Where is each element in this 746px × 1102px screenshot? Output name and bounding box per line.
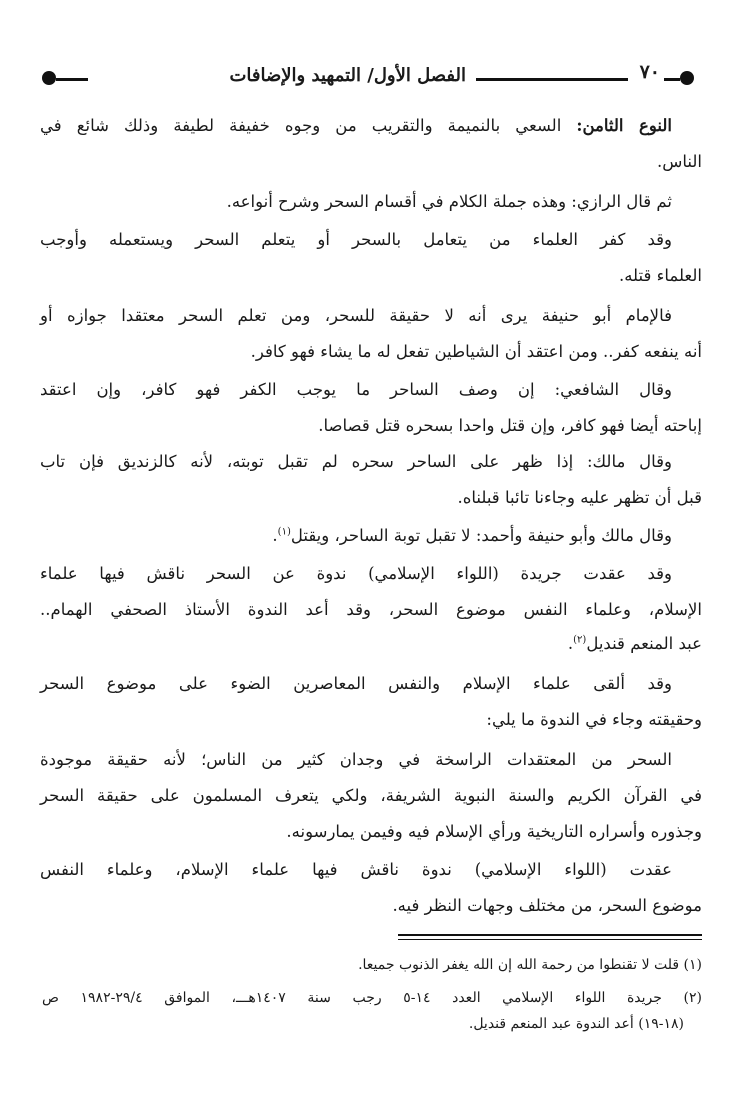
bold-lead: النوع الثامن: xyxy=(576,116,673,135)
text-line: وقال الشافعي: إن وصف الساحر ما يوجب الكفر فهو كافر، وإن اعتقد xyxy=(40,380,672,399)
header-rule xyxy=(476,78,628,81)
lead-text: السعي بالنميمة والتقريب من وجوه خفيفة لطيفة وذلك شائع في xyxy=(40,116,562,135)
footnote-separator xyxy=(398,934,702,936)
text-line: العلماء قتله. xyxy=(618,266,702,285)
line-text: وقال مالك وأبو حنيفة وأحمد: لا تقبل توبة الساحر، ويقتل xyxy=(290,526,672,545)
text-line: الناس. xyxy=(656,152,702,171)
text-line: وجذوره وأسراره التاريخية ورأي الإسلام فيه وفيمن يمارسونه. xyxy=(286,822,702,841)
line-end: . xyxy=(567,634,574,653)
text-line xyxy=(40,626,702,662)
text-line: في القرآن الكريم والسنة النبوية الشريفة، ولكي يتعرف المسلمون على حقيقة السحر xyxy=(40,786,702,805)
text-line: عقدت (اللواء الإسلامي) ندوة ناقش فيها علماء الإسلام، وعلماء النفس xyxy=(40,860,672,879)
text-line: وحقيقته وجاء في الندوة ما يلي: xyxy=(486,710,702,729)
text-line: وقد ألقى علماء الإسلام والنفس المعاصرين الضوء على موضوع السحر xyxy=(40,674,672,693)
text-line: ثم قال الرازي: وهذه جملة الكلام في أقسام السحر وشرح أنواعه. xyxy=(226,192,672,211)
text-line xyxy=(40,518,702,554)
footnote-2-cont: (١٨-١٩) أعد الندوة عبد المنعم قنديل. xyxy=(468,1016,684,1032)
header-ornament-dot xyxy=(680,71,694,85)
header-ornament-dot xyxy=(42,71,56,85)
text-line xyxy=(40,108,702,144)
text-line: فالإمام أبو حنيفة يرى أنه لا حقيقة للسحر، ومن تعلم السحر معتقدا جوازه أو xyxy=(40,306,672,325)
running-header xyxy=(30,62,720,92)
text-line: وقد كفر العلماء من يتعامل بالسحر أو يتعلم السحر ويستعمله وأوجب xyxy=(40,230,672,249)
footnote-ref[interactable]: (١) xyxy=(277,526,291,538)
line-end: . xyxy=(272,526,278,545)
footnote-2: (٢) جريدة اللواء الإسلامي العدد ١٤-٥ رجب سنة ١٤٠٧هـــ، الموافق ٢٩/٤-١٩٨٢ ص xyxy=(42,990,702,1006)
footnote-1: (١) قلت لا تقنطوا من رحمة الله إن الله يغفر الذنوب جميعا. xyxy=(358,957,702,973)
page-number: ٧٠ xyxy=(639,61,660,83)
text-line: إباحته أيضا فهو كافر، وإن قتل واحدا بسحره قتل قصاصا. xyxy=(318,416,702,435)
text-line: موضوع السحر، من مختلف وجهات النظر فيه. xyxy=(392,896,702,915)
text-line: قبل أن تظهر عليه وجاءنا تائبا قبلناه. xyxy=(457,488,702,507)
footnote-ref[interactable]: (٢) xyxy=(573,634,587,646)
header-rule xyxy=(56,78,88,81)
text-line: السحر من المعتقدات الراسخة في وجدان كثير من الناس؛ لأنه حقيقة موجودة xyxy=(40,750,672,769)
text-line: أنه ينفعه كفر.. ومن اعتقد أن الشياطين تفعل له ما يشاء فهو كافر. xyxy=(250,342,702,361)
text-line: وقد عقدت جريدة (اللواء الإسلامي) ندوة عن السحر ناقش فيها علماء xyxy=(40,564,672,583)
text-line: وقال مالك: إذا ظهر على الساحر سحره لم تقبل توبته، لأنه كالزنديق فإن تاب xyxy=(40,452,672,471)
line-text: عبد المنعم قنديل xyxy=(586,634,702,653)
chapter-title: الفصل الأول/ التمهيد والإضافات xyxy=(229,65,466,86)
footnote-separator xyxy=(398,939,702,940)
text-line: الإسلام، وعلماء النفس موضوع السحر، وقد أعد الندوة الأستاذ الصحفي الهمام.. xyxy=(40,600,702,619)
header-rule xyxy=(664,78,680,81)
